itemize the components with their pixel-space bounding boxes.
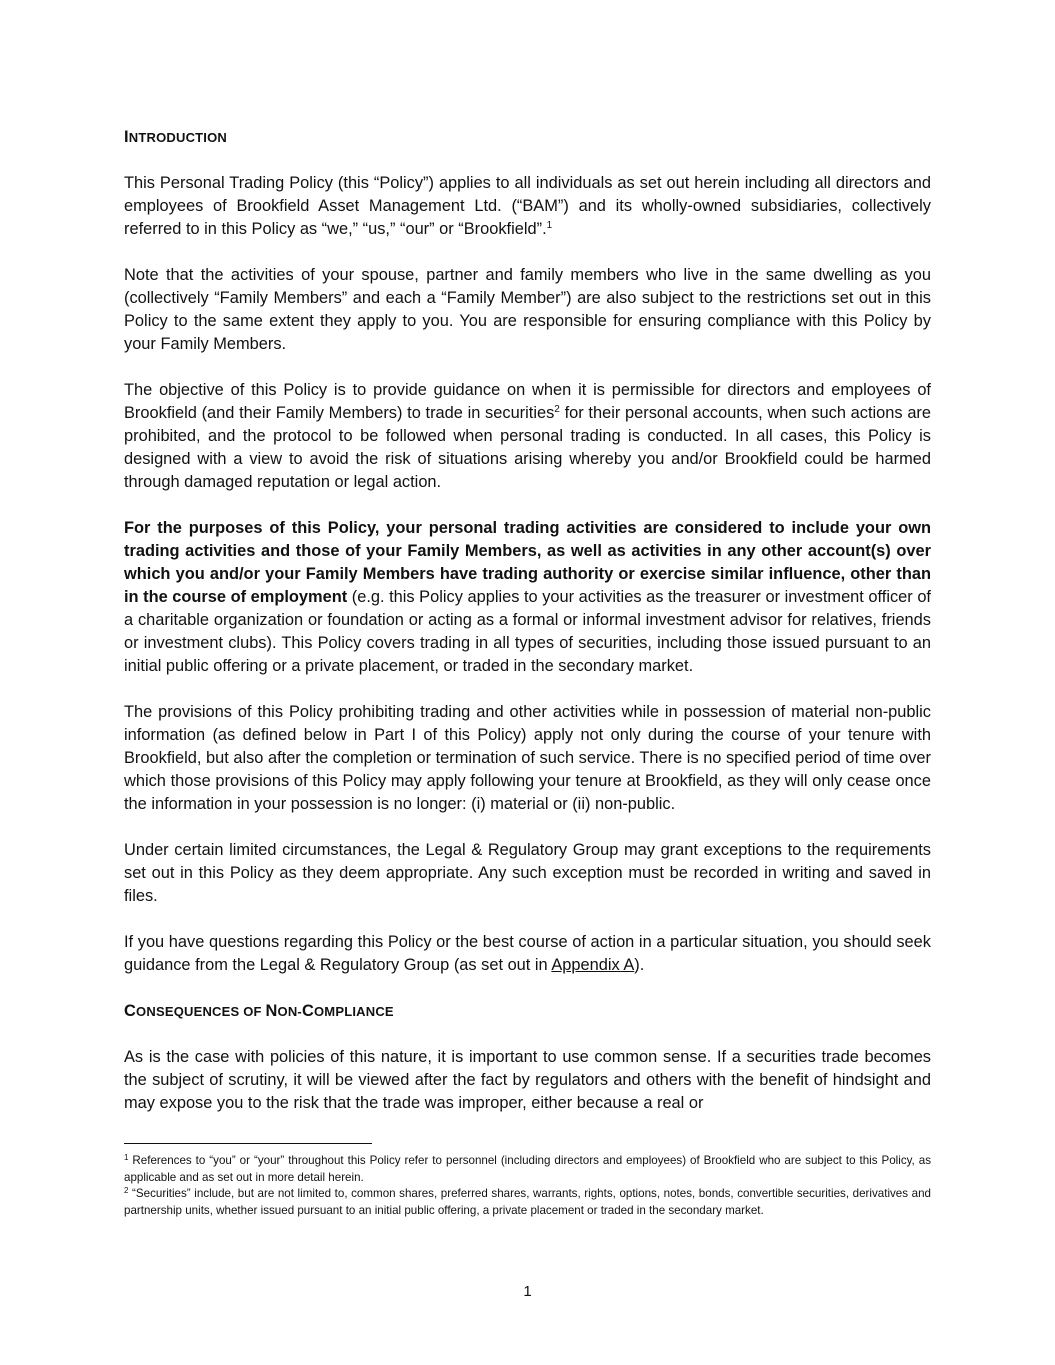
footnote-2-marker: 2 [124, 1186, 129, 1195]
consequences-heading [124, 1000, 931, 1023]
footnote-1-text: References to “you” or “your” throughout this Policy refer to personnel (including directors and employees) of Brookfield who are subject to this Policy, as applicable and as set out in more detail herein. [124, 1154, 931, 1184]
heading-part-onsequences: ONSEQUENCES OF [136, 1004, 266, 1019]
footnote-1-marker: 1 [124, 1153, 129, 1162]
introduction-heading [124, 126, 931, 149]
footnote-1 [124, 1153, 931, 1186]
heading-initial-c: C [124, 1002, 137, 1020]
intro-paragraph-4-text: (e.g. this Policy applies to your activities as the treasurer or investment officer of a charitable organization or foundation or acting as a formal or informal investment advisor for relatives, friends or investment clubs). This Policy covers trading in all types of securities, including those issued pursuant to an initial public offering or a private placement, or traded in the secondary market. [124, 588, 931, 675]
intro-paragraph-4 [124, 517, 931, 678]
footnotes [124, 1153, 931, 1219]
intro-paragraph-6: Under certain limited circumstances, the Legal & Regulatory Group may grant exceptions to the requirements set out in this Policy as they deem appropriate. Any such exception must be recorded in writing and saved in files. [124, 841, 931, 905]
intro-paragraph-3-text-b: for their personal accounts, when such actions are prohibited, and the protocol to be followed when personal trading is conducted. In all cases, this Policy is designed with a view to avoid the risk of situations arising whereby you and/or Brookfield could be harmed through damaged reputation or legal action. [124, 404, 932, 491]
heading-part-on: ON- [277, 1004, 302, 1019]
heading-part-ompliance: OMPLIANCE [314, 1004, 394, 1019]
main-content [124, 126, 931, 1138]
heading-initial-n: N [265, 1002, 278, 1020]
intro-paragraph-7-text-a: If you have questions regarding this Policy or the best course of action in a particular situation, you should seek guidance from the Legal & Regulatory Group (as set out in [124, 933, 931, 974]
footnote-2-text: “Securities” include, but are not limited to, common shares, preferred shares, warrants, rights, options, notes, bonds, convertible securities, derivatives and partnership units, whether issued pursuant to an initial public offering, a private placement or traded in the secondary market. [124, 1187, 931, 1217]
intro-paragraph-1-text: This Personal Trading Policy (this “Policy”) applies to all individuals as set out herein including all directors and employees of Brookfield Asset Management Ltd. (“BAM”) and its wholly-owned subsidiaries, collectively referred to in this Policy as “we,” “us,” “our” or “Brookfield”. [124, 174, 931, 238]
heading-initial-c2: C [301, 1002, 314, 1020]
footnote-ref-1[interactable]: 1 [546, 220, 553, 231]
intro-paragraph-7 [124, 931, 931, 977]
footnote-2 [124, 1186, 931, 1219]
intro-paragraph-4-bold: For the purposes of this Policy, your personal trading activities are considered to include your own trading activities and those of your Family Members, as well as activities in any other account(s) over which you and/or your Family Members have trading authority or exercise similar influence, other than in the course of employment [124, 519, 931, 606]
intro-paragraph-2: Note that the activities of your spouse, partner and family members who live in the same dwelling as you (collectively “Family Members” and each a “Family Member”) are also subject to the restrictions set out in this Policy to the same extent they apply to you. You are responsible for ensuring compliance with this Policy by your Family Members. [124, 266, 931, 353]
intro-paragraph-1 [124, 172, 931, 241]
heading-initial: I [124, 128, 129, 146]
intro-paragraph-5: The provisions of this Policy prohibiting trading and other activities while in possession of material non-public information (as defined below in Part I of this Policy) apply not only during the course of your tenure with Brookfield, but also after the completion or termination of such service. There is no specified period of time over which those provisions of this Policy may apply following your tenure at Brookfield, as they will only cease once the information in your possession is no longer: (i) material or (ii) non-public. [124, 703, 931, 813]
intro-paragraph-7-text-b: ). [634, 956, 645, 974]
page-number: 1 [523, 1283, 532, 1300]
footnote-ref-2[interactable]: 2 [554, 404, 560, 415]
heading-rest: NTRODUCTION [128, 130, 228, 145]
consequences-paragraph-1: As is the case with policies of this nature, it is important to use common sense. If a securities trade becomes the subject of scrutiny, it will be viewed after the fact by regulators and others with the benefit of hindsight and may expose you to the risk that the trade was improper, either because a real or [124, 1048, 931, 1112]
intro-paragraph-3 [124, 379, 931, 494]
footnote-separator [124, 1143, 372, 1144]
appendix-a-link[interactable]: Appendix A [551, 956, 635, 974]
intro-paragraph-3-text-a: The objective of this Policy is to provide guidance on when it is permissible for directors and employees of Brookfield (and their Family Members) to trade in securities [124, 381, 931, 422]
